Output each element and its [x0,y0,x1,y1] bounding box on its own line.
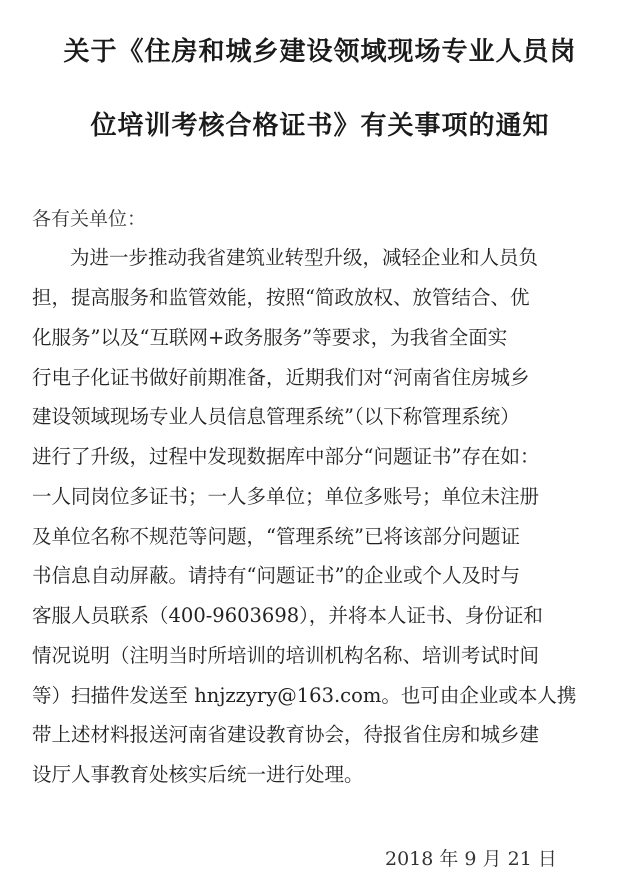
body-line: 设厅人事教育处核实后统一进行处理。 [32,763,364,786]
body-line: 为进一步推动我省建筑业转型升级，减轻企业和人员负 [70,246,539,269]
body-line: 化服务”以及“互联网+政务服务”等要求，为我省全面实 [32,326,508,349]
body-line: 一人同岗位多证书；一人多单位；单位多账号；单位未注册 [32,485,540,508]
body-line: 带上述材料报送河南省建设教育协会，待报省住房和城乡建 [32,723,540,746]
body-line: 进行了升级，过程中发现数据库中部分“问题证书”存在如： [32,445,540,468]
body-line: 情况说明（注明当时所培训的培训机构名称、培训考试时间 [32,644,540,667]
body-line: 及单位名称不规范等问题，“管理系统”已将该部分问题证 [32,525,520,548]
body-line: 行电子化证书做好前期准备，近期我们对“河南省住房城乡 [32,366,530,389]
body-line: 书信息自动屏蔽。请持有“问题证书”的企业或个人及时与 [32,564,520,587]
body-line: 建设领域现场专业人员信息管理系统”（以下称管理系统） [32,405,520,428]
salutation: 各有关单位： [32,208,147,230]
document-title-line-1: 关于《住房和城乡建设领域现场专业人员岗 [63,37,577,67]
body-line: 担，提高服务和监管效能，按照“简政放权、放管结合、优 [32,286,530,309]
issue-date: 2018 年 9 月 21 日 [385,848,557,870]
body-line: 等）扫描件发送至 hnjzzyry@163.com。也可由企业或本人携 [32,684,577,707]
body-line: 客服人员联系（400-9603698），并将本人证书、身份证和 [32,604,543,627]
document-title-line-2: 位培训考核合格证书》有关事项的通知 [90,111,550,141]
